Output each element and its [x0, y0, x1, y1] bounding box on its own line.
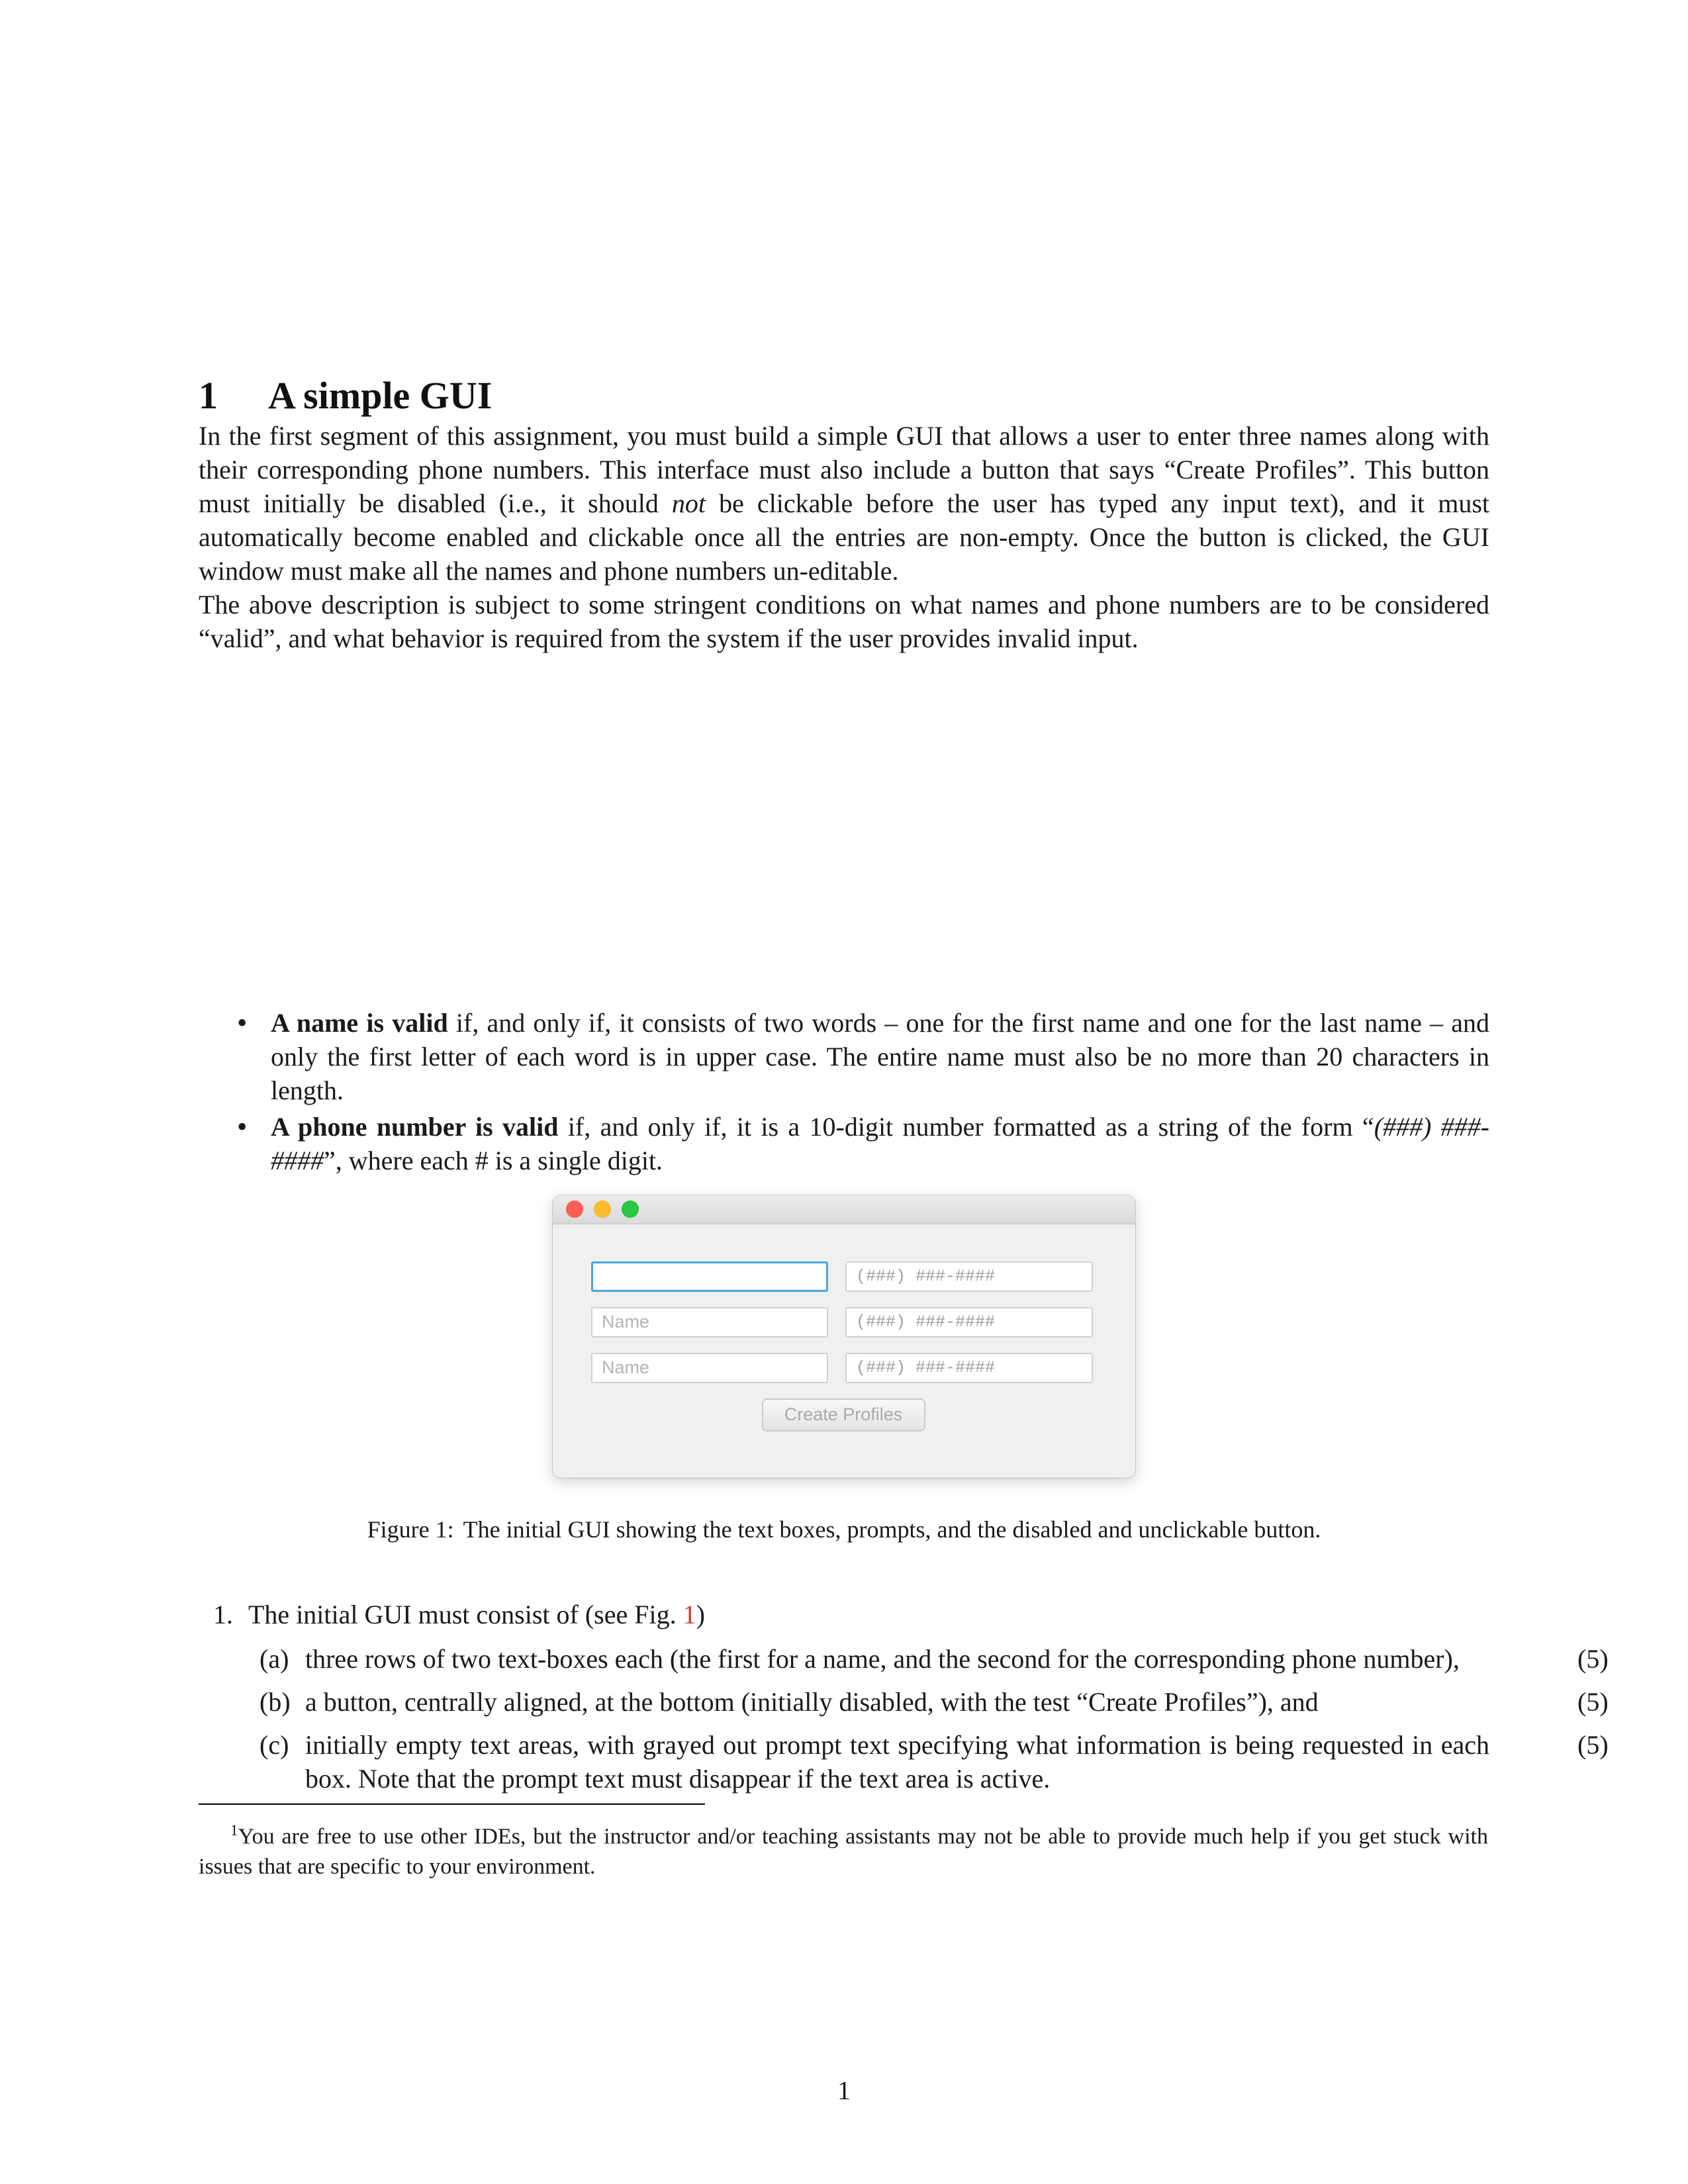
requirement-sub-item-a [199, 1642, 1609, 1676]
profile-row-2 [591, 1307, 1096, 1338]
bullet-phone-valid-text-a: if, and only if, it is a 10-digit number formatted as a string of the form “ [558, 1111, 1374, 1142]
sub-item-b-text: a button, centrally aligned, at the bottom (initially disabled, with the test “Create Profiles”), and [305, 1686, 1319, 1717]
section-heading [199, 373, 1489, 419]
footnote-body: You are free to use other IDEs, but the instructor and/or teaching assistants may not be able to provide much help if you get stuck with issues that are specific to your environment. [199, 1823, 1488, 1879]
paragraph-intro [199, 419, 1489, 588]
button-row [591, 1398, 1096, 1432]
sub-item-c-label: (c) [259, 1729, 289, 1760]
requirement-item-1-number: 1. [213, 1599, 233, 1629]
footnote [199, 1803, 1489, 1882]
sub-item-a-text: three rows of two text-boxes each (the first for a name, and the second for the corresponding phone number), [305, 1643, 1460, 1674]
name-input-1 [591, 1261, 828, 1292]
section-title: A simple GUI [268, 374, 492, 417]
create-profiles-button: Create Profiles [762, 1398, 925, 1432]
footnote-rule [199, 1803, 705, 1805]
sub-item-c-text: initially empty text areas, with grayed out prompt text specifying what information is being requested in each box. Note that the prompt text must disappear if the text area is active. [305, 1729, 1489, 1794]
name-input-2 [591, 1307, 828, 1338]
sub-item-b-label: (b) [259, 1686, 291, 1717]
page-number: 1 [837, 2075, 851, 2105]
bullet-name-valid [199, 1006, 1489, 1107]
window-titlebar [553, 1195, 1135, 1224]
phone-input-3 [845, 1353, 1093, 1383]
figure-1 [199, 1195, 1489, 1478]
gui-window-screenshot [553, 1195, 1135, 1478]
footnote-marker: 1 [230, 1821, 238, 1839]
paragraph-intro-text-a: In the first segment of this assignment, you must build a simple GUI that allows a user to enter three names along with their corresponding phone numbers. This interface must also include a button that says “Create Profiles”. This button must initially be disabled (i.e., it should [199, 420, 1489, 518]
phone-format-pattern: (###) ###-#### [271, 1111, 1489, 1175]
figure-caption [199, 1514, 1489, 1545]
bullet-phone-valid [199, 1110, 1489, 1177]
requirement-item-1-text-b: ) [696, 1599, 705, 1629]
requirements-list [199, 1598, 1609, 1796]
page-content [199, 0, 1609, 1882]
figure-1-reference-link[interactable]: 1 [682, 1599, 696, 1629]
figure-caption-label: Figure 1: [367, 1516, 454, 1543]
sub-item-c-points: (5) [1577, 1729, 1609, 1760]
phone-input-1 [845, 1261, 1093, 1292]
sub-item-a-label: (a) [259, 1643, 289, 1674]
section-number: 1 [199, 374, 218, 417]
minimize-window-icon [594, 1201, 611, 1218]
profile-row-1 [591, 1261, 1096, 1292]
bullet-phone-valid-text-b: ”, where each # is a single digit. [324, 1145, 663, 1175]
requirement-item-1 [199, 1598, 1489, 1631]
footnote-text [199, 1815, 1488, 1882]
figure-caption-text: The initial GUI showing the text boxes, prompts, and the disabled and unclickable button. [463, 1516, 1321, 1543]
zoom-window-icon [622, 1201, 639, 1218]
bullet-phone-valid-lead: A phone number is valid [271, 1111, 559, 1142]
paragraph-conditions: The above description is subject to some stringent conditions on what names and phone numbers are to be considered “valid”, and what behavior is required from the system if the user provides invalid input. [199, 589, 1489, 653]
validity-bullet-list [199, 1006, 1489, 1177]
sub-item-a-points: (5) [1577, 1643, 1609, 1674]
bullet-name-valid-text: if, and only if, it consists of two words – one for the first name and one for the last name – and only the first letter of each word is in upper case. The entire name must also be no more than 20 characters in length. [271, 1007, 1489, 1105]
emphasis-not: not [671, 488, 706, 518]
close-window-icon [566, 1201, 583, 1218]
window-body [553, 1224, 1135, 1478]
paragraph-intro-text-b: be clickable before the user has typed any input text), and it must automatically become enabled and clickable once all the entries are non-empty. Once the button is clicked, the GUI window must make all the names and phone numbers un-editable. [199, 488, 1490, 586]
sub-item-b-points: (5) [1577, 1686, 1609, 1717]
requirement-sub-item-b [199, 1685, 1609, 1719]
requirement-item-1-text-a: The initial GUI must consist of (see Fig. [248, 1599, 683, 1629]
requirement-item-1-text [248, 1598, 705, 1631]
requirement-sublist [199, 1642, 1609, 1796]
phone-input-2 [845, 1307, 1093, 1338]
name-input-3 [591, 1353, 828, 1383]
profile-row-3 [591, 1353, 1096, 1383]
requirement-sub-item-c [199, 1728, 1609, 1796]
bullet-name-valid-lead: A name is valid [271, 1007, 448, 1038]
